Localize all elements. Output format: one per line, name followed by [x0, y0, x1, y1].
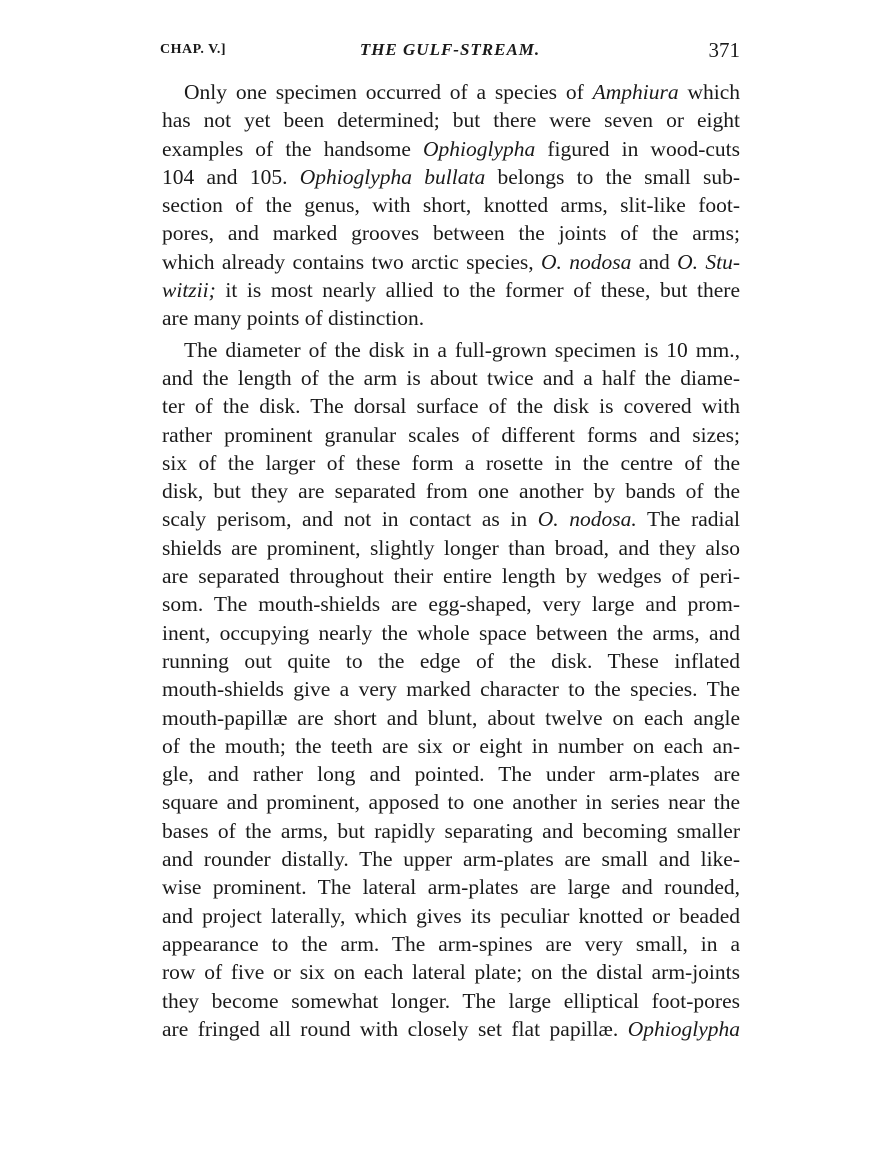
text-line: mouth-shields give a very marked character to the species. The: [162, 677, 740, 702]
text-line: are fringed all round with closely set flat papillæ. Ophioglypha: [162, 1016, 740, 1041]
text-line: som. The mouth-shields are egg-shaped, very large and prom-: [162, 592, 740, 617]
text-line: are separated throughout their entire length by wedges of peri-: [162, 564, 740, 589]
text-line: disk, but they are separated from one another by bands of the: [162, 479, 740, 504]
text-line: bases of the arms, but rapidly separating and becoming smaller: [162, 818, 740, 843]
text-line: examples of the handsome Ophioglypha figured in wood-cuts: [162, 136, 740, 161]
running-title: THE GULF-STREAM.: [359, 40, 541, 59]
text-line: witzii; it is most nearly allied to the former of these, but there: [162, 278, 740, 303]
page-number: 371: [708, 38, 740, 62]
text-line: 104 and 105. Ophioglypha bullata belongs to the small sub-: [162, 164, 741, 189]
text-line: scaly perisom, and not in contact as in O. nodosa. The radial: [162, 507, 741, 532]
text-line: inent, occupying nearly the whole space between the arms, and: [162, 620, 740, 645]
text-line: six of the larger of these form a rosette in the centre of the: [162, 450, 740, 475]
text-line: has not yet been determined; but there were seven or eight: [162, 108, 740, 133]
text-line: pores, and marked grooves between the joints of the arms;: [162, 221, 740, 246]
taxon-name: Amphiura: [592, 80, 679, 104]
taxon-name: Ophioglypha bullata: [299, 164, 486, 189]
text-line: rather prominent granular scales of different forms and sizes;: [162, 422, 740, 447]
text-line: and the length of the arm is about twice and a half the diame-: [162, 365, 740, 390]
paragraph-1: [162, 78, 740, 333]
taxon-name: Ophioglypha: [627, 1016, 740, 1041]
text-line: they become somewhat longer. The large elliptical foot-pores: [162, 988, 740, 1013]
taxon-name: witzii;: [162, 278, 216, 303]
body-text: [162, 78, 740, 1043]
text-line: of the mouth; the teeth are six or eight in number on each an-: [162, 733, 740, 758]
text-line: gle, and rather long and pointed. The under arm-plates are: [162, 762, 740, 787]
text-line: mouth-papillæ are short and blunt, about twelve on each angle: [162, 705, 740, 730]
text-line: The diameter of the disk in a full-grown specimen is 10 mm.,: [184, 337, 740, 362]
text-line: ter of the disk. The dorsal surface of the disk is covered with: [162, 394, 740, 419]
taxon-name: Ophioglypha: [423, 136, 536, 161]
running-header: [160, 38, 740, 68]
text-line: row of five or six on each lateral plate; on the distal arm-joints: [162, 960, 740, 985]
taxon-name: O. Stu-: [677, 249, 740, 274]
text-line: appearance to the arm. The arm-spines are very small, in a: [162, 931, 740, 956]
taxon-name: O. nodosa.: [537, 507, 637, 532]
text-line: shields are prominent, slightly longer than broad, and they also: [162, 535, 740, 560]
paragraph-2: [162, 336, 740, 1043]
text-line: Only one specimen occurred of a species of Amphiura which: [184, 80, 740, 104]
text-line: square and prominent, apposed to one another in series near the: [162, 790, 740, 815]
text-line: which already contains two arctic species, O. nodosa and O. Stu-: [162, 249, 740, 274]
taxon-name: O. nodosa: [540, 249, 632, 274]
text-line: wise prominent. The lateral arm-plates are large and rounded,: [162, 875, 740, 900]
text-line: are many points of distinction.: [162, 306, 425, 331]
text-line: running out quite to the edge of the disk. These inflated: [162, 648, 740, 673]
chapter-label: CHAP. V.]: [160, 42, 227, 57]
text-line: section of the genus, with short, knotted arms, slit-like foot-: [162, 193, 740, 218]
text-line: and rounder distally. The upper arm-plates are small and like-: [162, 847, 740, 872]
text-line: and project laterally, which gives its peculiar knotted or beaded: [162, 903, 740, 928]
